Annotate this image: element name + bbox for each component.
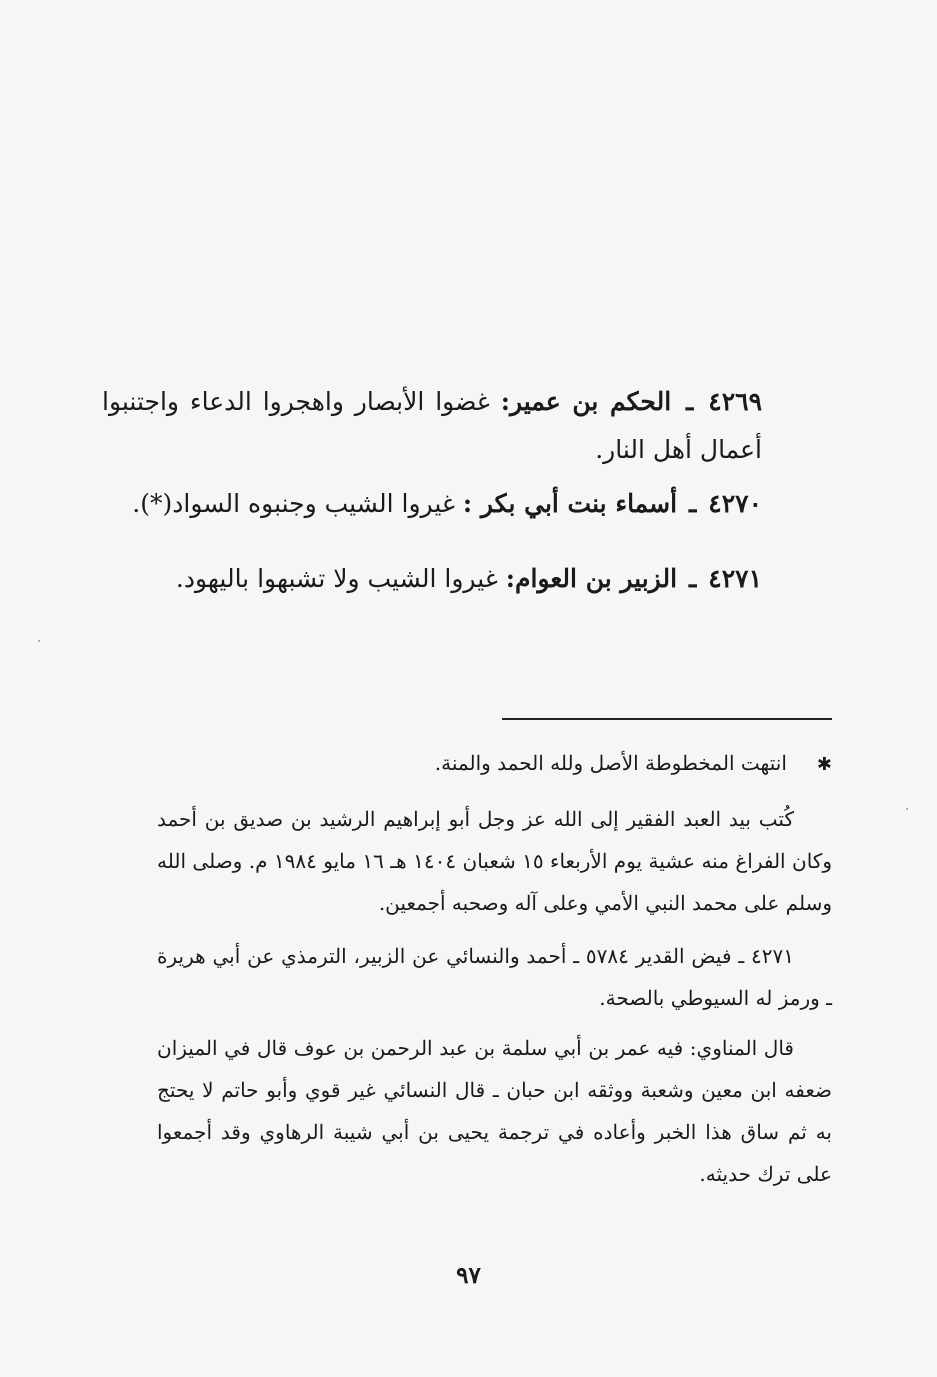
footnote-separator <box>502 718 832 720</box>
scan-speck <box>38 640 40 642</box>
footnote-reference <box>157 935 832 1019</box>
entry-dash: ـ <box>689 489 697 518</box>
entry-text: غيروا الشيب وجنبوه السواد(*). <box>132 489 455 518</box>
hadith-entry-4271 <box>102 555 762 603</box>
footnote-end-of-manuscript <box>157 742 832 786</box>
hadith-entry-4269 <box>102 378 762 474</box>
entry-narrator: الحكم بن عمير: <box>500 387 672 416</box>
entry-narrator: الزبير بن العوام: <box>505 564 678 593</box>
page-number: ٩٧ <box>456 1262 481 1289</box>
entry-text: غضوا الأبصار واهجروا الدعاء واجتنبوا أعمال أهل النار. <box>102 387 762 464</box>
reference-text: ٤٢٧١ ـ فيض القدير ٥٧٨٤ ـ أحمد والنسائي عن الزبير، الترمذي عن أبي هريرة ـ ورمز له السيوطي بالصحة. <box>157 944 832 1010</box>
entry-number: ٤٢٧١ <box>708 564 762 593</box>
footnote-end-text: انتهت المخطوطة الأصل ولله الحمد والمنة. <box>434 751 787 775</box>
colophon-text: كُتب بيد العبد الفقير إلى الله عز وجل أبو إبراهيم الرشيد بن صديق بن أحمد وكان الفراغ منه عشية يوم الأربعاء ١٥ شعبان ١٤٠٤ هـ ١٦ مايو ١٩٨٤ م. وصلى الله وسلم على محمد النبي الأمي وعلى آله وصحبه أجمعين. <box>157 807 832 915</box>
entry-number: ٤٢٧٠ <box>708 489 762 518</box>
entry-dash: ـ <box>689 564 697 593</box>
munawi-text: قال المناوي: فيه عمر بن أبي سلمة بن عبد الرحمن بن عوف قال في الميزان ضعفه ابن معين وشعبة ووثقه ابن حبان ـ قال النسائي غير قوي وأبو حاتم لا يحتج به ثم ساق هذا الخبر وأعاده في ترجمة يحيى بن أبي شيبة الرهاوي وقد أجمعوا على ترك حديثه. <box>157 1036 832 1186</box>
entry-narrator: أسماء بنت أبي بكر : <box>462 489 678 518</box>
footnote-munawi-comment <box>157 1027 832 1195</box>
footnote-colophon <box>157 798 832 924</box>
hadith-entry-4270 <box>102 480 762 528</box>
entry-dash: ـ <box>686 387 694 416</box>
asterisk-icon: ✱ <box>816 754 832 775</box>
entry-text: غيروا الشيب ولا تشبهوا باليهود. <box>175 564 498 593</box>
scan-speck <box>906 808 908 810</box>
entry-number: ٤٢٦٩ <box>708 387 762 416</box>
